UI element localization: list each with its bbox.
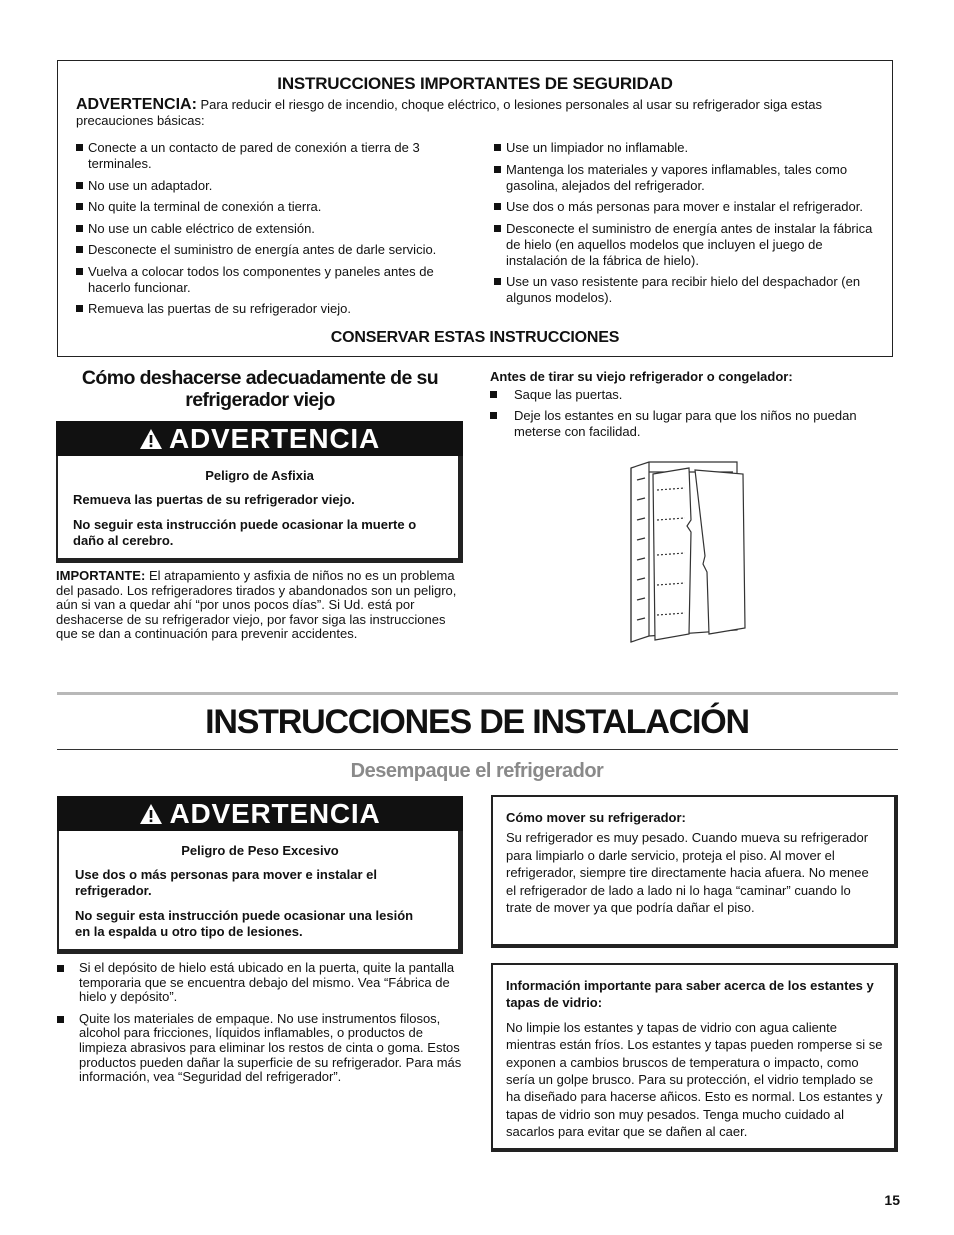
list-item: No quite la terminal de conexión a tierra. (76, 199, 476, 215)
warning-label: ADVERTENCIA (168, 422, 381, 454)
refrigerator-doors-removed-illustration (625, 460, 765, 650)
glass-text: No limpie los estantes y tapas de vidrio con agua caliente mientras están fríos. Los estantes y tapas pueden romperse si se exponen a cambios bruscos de temperatura o impacto, como sería un golpe brusco. Para su protección, el vidrio templado se ha diseñado para hacerse añicos. Esto es normal. Los estantes y tapas de vidrio son muy pesados. Tenga mucho cuidado al sacarlos para evitar que se dañen al caer. (506, 1019, 883, 1140)
warning-triangle-icon (139, 428, 163, 450)
warning-header (56, 421, 463, 456)
page-number: 15 (884, 1192, 900, 1208)
list-item: Deje los estantes en su lugar para que los niños no puedan meterse con facilidad. (490, 408, 890, 440)
warning-label: ADVERTENCIA (169, 797, 381, 829)
title-underline (57, 749, 898, 750)
warning-line2: No seguir esta instrucción puede ocasionar una lesión en la espalda u otro tipo de lesiones. (75, 908, 414, 939)
weight-warning-box (57, 796, 463, 954)
disposal-title: Cómo deshacerse adecuadamente de su refrigerador viejo (81, 367, 439, 411)
list-item: Mantenga los materiales y vapores inflamables, tales como gasolina, alejados del refrigerador. (494, 162, 886, 194)
list-item: No use un adaptador. (76, 178, 476, 194)
important-note (56, 569, 462, 642)
glass-title: Información importante para saber acerca de los estantes y tapas de vidrio: (506, 978, 874, 1011)
warning-line1: Use dos o más personas para mover e instalar el refrigerador. (75, 867, 378, 898)
page-title: INSTRUCCIONES DE INSTALACIÓN (205, 703, 749, 741)
before-title: Antes de tirar su viejo refrigerador o congelador: (490, 369, 793, 384)
safety-warning (76, 97, 876, 129)
list-item: Use dos o más personas para mover e instalar el refrigerador. (494, 199, 886, 215)
moving-title: Cómo mover su refrigerador: (506, 810, 686, 825)
before-disposal (490, 369, 890, 445)
list-item: No use un cable eléctrico de extensión. (76, 221, 476, 237)
warning-line2: No seguir esta instrucción puede ocasionar la muerte o daño al cerebro. (73, 517, 417, 548)
list-item: Conecte a un contacto de pared de conexión a tierra de 3 terminales. (76, 140, 476, 172)
list-item: Use un vaso resistente para recibir hielo del despachador (en algunos modelos). (494, 274, 886, 306)
list-item: Si el depósito de hielo está ubicado en la puerta, quite la pantalla temporaria que se encuentra debajo del mismo. Vea “Fábrica de hielo y depósito”. (57, 961, 462, 1005)
warning-header (57, 796, 463, 831)
moving-text: Su refrigerador es muy pesado. Cuando mueva su refrigerador para limpiarlo o darle servicio, proteja el piso. Al mover el refrigerador, siempre tire directamente hacia afuera. No menee el refrigerador de lado a lado ni lo haga “caminar” cuando lo trate de mover ya que podría dañar el piso. (506, 830, 869, 916)
warning-hazard: Peligro de Peso Excesivo (181, 843, 339, 858)
section-divider (57, 692, 898, 695)
list-item: Quite los materiales de empaque. No use instrumentos filosos, alcohol para fricciones, líquidos inflamables, o productos de limpieza abrasivos para eliminar los restos de cinta o goma. Estos productos pueden dañar la superficie de su refrigerador. Para más información, vea “Seguridad del refrigerador”. (57, 1012, 462, 1085)
list-item: Saque las puertas. (490, 387, 890, 403)
safety-instructions-box (57, 60, 893, 357)
important-text: El atrapamiento y asfixia de niños no es un problema del pasado. Los refrigeradores tirados y abandonados son un peligro, aún si van a quedar ahí “por unos pocos días”. Si Ud. está por deshacerse de su refrigerador viejo, por favor siga las instrucciones que se dan a continuación para prevenir accidentes. (56, 568, 457, 642)
asphyxia-warning-box (56, 421, 463, 563)
glass-info-box (491, 963, 898, 1152)
list-item: Desconecte el suministro de energía antes de darle servicio. (76, 242, 476, 258)
safety-warning-label: ADVERTENCIA: (76, 96, 197, 113)
safety-left-list (76, 140, 476, 323)
section-subtitle: Desempaque el refrigerador (350, 760, 604, 782)
warning-hazard: Peligro de Asfixia (205, 468, 314, 483)
unpack-list (57, 961, 462, 1092)
list-item: Use un limpiador no inflamable. (494, 140, 886, 156)
list-item: Vuelva a colocar todos los componentes y paneles antes de hacerlo funcionar. (76, 264, 476, 296)
safety-title: INSTRUCCIONES IMPORTANTES DE SEGURIDAD (277, 74, 673, 93)
safety-warning-text: Para reducir el riesgo de incendio, choque eléctrico, o lesiones personales al usar su refrigerador siga estas precauciones básicas: (76, 97, 822, 128)
safety-footer: CONSERVAR ESTAS INSTRUCCIONES (330, 329, 620, 346)
important-label: IMPORTANTE: (56, 568, 146, 583)
moving-info-box (491, 795, 898, 948)
warning-line1: Remueva las puertas de su refrigerador viejo. (73, 492, 355, 507)
list-item: Desconecte el suministro de energía antes de instalar la fábrica de hielo (en aquellos modelos que incluyen el juego de instalación de la fábrica de hielo). (494, 221, 886, 269)
safety-right-list (494, 140, 886, 312)
warning-triangle-icon (139, 803, 163, 825)
list-item: Remueva las puertas de su refrigerador viejo. (76, 301, 476, 317)
